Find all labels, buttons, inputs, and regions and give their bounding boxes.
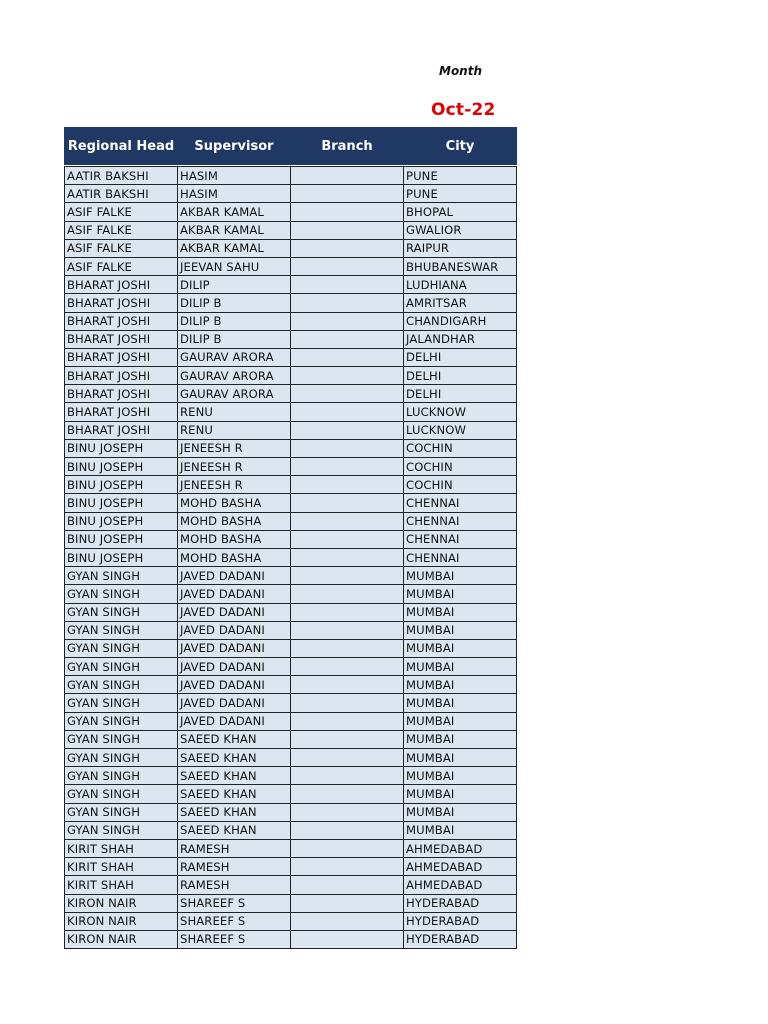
branch-cell[interactable] xyxy=(291,421,404,439)
branch-cell[interactable] xyxy=(291,621,404,639)
regional-head-cell[interactable]: BHARAT JOSHI xyxy=(65,312,178,330)
city-cell[interactable]: MUMBAI xyxy=(404,585,517,603)
supervisor-cell[interactable]: SAEED KHAN xyxy=(178,803,291,821)
city-cell[interactable]: DELHI xyxy=(404,348,517,366)
column-header-city[interactable]: City xyxy=(404,128,517,165)
branch-cell[interactable] xyxy=(291,876,404,894)
supervisor-cell[interactable]: SHAREEF S xyxy=(178,894,291,912)
supervisor-cell[interactable]: AKBAR KAMAL xyxy=(178,221,291,239)
supervisor-cell[interactable]: JAVED DADANI xyxy=(178,585,291,603)
table-row xyxy=(65,712,517,730)
table-body xyxy=(65,165,517,949)
branch-cell[interactable] xyxy=(291,712,404,730)
table-row xyxy=(65,403,517,421)
table-row xyxy=(65,876,517,894)
branch-cell[interactable] xyxy=(291,458,404,476)
regional-head-cell[interactable]: KIRIT SHAH xyxy=(65,839,178,857)
table-row xyxy=(65,476,517,494)
regional-head-cell[interactable]: BINU JOSEPH xyxy=(65,512,178,530)
supervisor-cell[interactable]: SHAREEF S xyxy=(178,930,291,948)
city-cell[interactable]: HYDERABAD xyxy=(404,894,517,912)
supervisor-cell[interactable]: MOHD BASHA xyxy=(178,494,291,512)
regional-head-cell[interactable]: GYAN SINGH xyxy=(65,803,178,821)
supervisor-cell[interactable]: RAMESH xyxy=(178,876,291,894)
supervisor-cell[interactable]: MOHD BASHA xyxy=(178,530,291,548)
branch-cell[interactable] xyxy=(291,494,404,512)
branch-cell[interactable] xyxy=(291,694,404,712)
regional-head-cell[interactable]: BINU JOSEPH xyxy=(65,530,178,548)
table-row xyxy=(65,585,517,603)
branch-cell[interactable] xyxy=(291,221,404,239)
city-cell[interactable]: RAIPUR xyxy=(404,239,517,257)
table-row xyxy=(65,439,517,457)
city-cell[interactable]: MUMBAI xyxy=(404,567,517,585)
table-row xyxy=(65,930,517,948)
city-cell[interactable]: BHUBANESWAR xyxy=(404,257,517,275)
branch-cell[interactable] xyxy=(291,294,404,312)
city-cell[interactable]: BHOPAL xyxy=(404,203,517,221)
table-row xyxy=(65,257,517,275)
branch-cell[interactable] xyxy=(291,530,404,548)
city-cell[interactable]: MUMBAI xyxy=(404,803,517,821)
table-row xyxy=(65,512,517,530)
table-row xyxy=(65,658,517,676)
table-row xyxy=(65,694,517,712)
regional-head-cell[interactable]: BHARAT JOSHI xyxy=(65,276,178,294)
table-row xyxy=(65,239,517,257)
city-cell[interactable]: CHENNAI xyxy=(404,548,517,566)
branch-cell[interactable] xyxy=(291,167,404,185)
regional-head-cell[interactable]: GYAN SINGH xyxy=(65,658,178,676)
supervisor-cell[interactable]: JENEESH R xyxy=(178,476,291,494)
regional-head-cell[interactable]: BINU JOSEPH xyxy=(65,439,178,457)
regional-head-cell[interactable]: KIRON NAIR xyxy=(65,912,178,930)
regional-head-cell[interactable]: GYAN SINGH xyxy=(65,621,178,639)
city-cell[interactable]: AHMEDABAD xyxy=(404,876,517,894)
regional-head-cell[interactable]: AATIR BAKSHI xyxy=(65,167,178,185)
city-cell[interactable]: LUCKNOW xyxy=(404,421,517,439)
branch-cell[interactable] xyxy=(291,312,404,330)
regional-head-cell[interactable]: GYAN SINGH xyxy=(65,585,178,603)
table-row xyxy=(65,185,517,203)
regional-head-cell[interactable]: BHARAT JOSHI xyxy=(65,367,178,385)
regional-head-cell[interactable]: BHARAT JOSHI xyxy=(65,294,178,312)
supervisor-cell[interactable]: SAEED KHAN xyxy=(178,767,291,785)
branch-cell[interactable] xyxy=(291,803,404,821)
table-row xyxy=(65,530,517,548)
branch-cell[interactable] xyxy=(291,730,404,748)
table-row xyxy=(65,821,517,839)
city-cell[interactable]: CHENNAI xyxy=(404,512,517,530)
branch-cell[interactable] xyxy=(291,676,404,694)
regional-head-cell[interactable]: BHARAT JOSHI xyxy=(65,348,178,366)
regional-head-cell[interactable]: ASIF FALKE xyxy=(65,257,178,275)
city-cell[interactable]: JALANDHAR xyxy=(404,330,517,348)
supervisor-cell[interactable]: JAVED DADANI xyxy=(178,567,291,585)
regional-head-cell[interactable]: BINU JOSEPH xyxy=(65,458,178,476)
city-cell[interactable]: DELHI xyxy=(404,367,517,385)
city-cell[interactable]: AHMEDABAD xyxy=(404,858,517,876)
city-cell[interactable]: MUMBAI xyxy=(404,749,517,767)
city-cell[interactable]: PUNE xyxy=(404,167,517,185)
supervisor-cell[interactable]: HASIM xyxy=(178,185,291,203)
table-row xyxy=(65,312,517,330)
regional-head-cell[interactable]: GYAN SINGH xyxy=(65,749,178,767)
city-cell[interactable]: CHANDIGARH xyxy=(404,312,517,330)
regional-head-cell[interactable]: GYAN SINGH xyxy=(65,639,178,657)
city-cell[interactable]: MUMBAI xyxy=(404,767,517,785)
column-header-supervisor[interactable]: Supervisor xyxy=(178,128,291,165)
month-value: Oct-22 xyxy=(431,100,496,120)
branch-cell[interactable] xyxy=(291,749,404,767)
supervisor-cell[interactable]: MOHD BASHA xyxy=(178,512,291,530)
city-cell[interactable]: HYDERABAD xyxy=(404,930,517,948)
table-row xyxy=(65,858,517,876)
column-header-regional-head[interactable]: Regional Head xyxy=(65,128,178,165)
table-row xyxy=(65,676,517,694)
branch-cell[interactable] xyxy=(291,821,404,839)
table-row xyxy=(65,548,517,566)
branch-cell[interactable] xyxy=(291,858,404,876)
supervisor-cell[interactable]: GAURAV ARORA xyxy=(178,385,291,403)
supervisor-cell[interactable]: RENU xyxy=(178,421,291,439)
city-cell[interactable]: DELHI xyxy=(404,385,517,403)
regional-head-cell[interactable]: AATIR BAKSHI xyxy=(65,185,178,203)
branch-cell[interactable] xyxy=(291,239,404,257)
city-cell[interactable]: CHENNAI xyxy=(404,530,517,548)
table-row xyxy=(65,767,517,785)
city-cell[interactable]: MUMBAI xyxy=(404,730,517,748)
table-row xyxy=(65,785,517,803)
city-cell[interactable]: PUNE xyxy=(404,185,517,203)
supervisor-cell[interactable]: JAVED DADANI xyxy=(178,603,291,621)
regional-head-cell[interactable]: BHARAT JOSHI xyxy=(65,421,178,439)
table-row xyxy=(65,639,517,657)
regional-head-cell[interactable]: GYAN SINGH xyxy=(65,821,178,839)
table-row xyxy=(65,367,517,385)
regional-head-cell[interactable]: BHARAT JOSHI xyxy=(65,330,178,348)
table-row xyxy=(65,621,517,639)
regional-head-cell[interactable]: GYAN SINGH xyxy=(65,694,178,712)
city-cell[interactable]: COCHIN xyxy=(404,439,517,457)
supervisor-cell[interactable]: GAURAV ARORA xyxy=(178,348,291,366)
branch-cell[interactable] xyxy=(291,476,404,494)
supervisor-cell[interactable]: JENEESH R xyxy=(178,439,291,457)
supervisor-cell[interactable]: DILIP xyxy=(178,276,291,294)
city-cell[interactable]: AMRITSAR xyxy=(404,294,517,312)
city-cell[interactable]: LUCKNOW xyxy=(404,403,517,421)
supervisor-cell[interactable]: AKBAR KAMAL xyxy=(178,239,291,257)
city-cell[interactable]: MUMBAI xyxy=(404,658,517,676)
supervisor-cell[interactable]: GAURAV ARORA xyxy=(178,367,291,385)
city-cell[interactable]: COCHIN xyxy=(404,476,517,494)
city-cell[interactable]: LUDHIANA xyxy=(404,276,517,294)
branch-cell[interactable] xyxy=(291,257,404,275)
branch-cell[interactable] xyxy=(291,767,404,785)
city-cell[interactable]: MUMBAI xyxy=(404,621,517,639)
branch-cell[interactable] xyxy=(291,658,404,676)
city-cell[interactable]: HYDERABAD xyxy=(404,912,517,930)
supervisor-cell[interactable]: JAVED DADANI xyxy=(178,658,291,676)
branch-cell[interactable] xyxy=(291,585,404,603)
table-row xyxy=(65,385,517,403)
supervisor-cell[interactable]: SAEED KHAN xyxy=(178,749,291,767)
branch-cell[interactable] xyxy=(291,894,404,912)
city-cell[interactable]: GWALIOR xyxy=(404,221,517,239)
city-cell[interactable]: MUMBAI xyxy=(404,676,517,694)
table-row xyxy=(65,803,517,821)
table-row xyxy=(65,276,517,294)
city-cell[interactable]: AHMEDABAD xyxy=(404,839,517,857)
regional-head-cell[interactable]: BHARAT JOSHI xyxy=(65,403,178,421)
regional-head-cell[interactable]: GYAN SINGH xyxy=(65,603,178,621)
branch-cell[interactable] xyxy=(291,185,404,203)
branch-cell[interactable] xyxy=(291,785,404,803)
regional-head-cell[interactable]: GYAN SINGH xyxy=(65,712,178,730)
header-row xyxy=(65,128,517,165)
supervisor-cell[interactable]: SAEED KHAN xyxy=(178,821,291,839)
branch-cell[interactable] xyxy=(291,203,404,221)
month-label: Month xyxy=(439,64,483,78)
regional-head-cell[interactable]: KIRIT SHAH xyxy=(65,858,178,876)
branch-cell[interactable] xyxy=(291,839,404,857)
branch-cell[interactable] xyxy=(291,403,404,421)
branch-cell[interactable] xyxy=(291,512,404,530)
supervisor-cell[interactable]: JAVED DADANI xyxy=(178,676,291,694)
branch-cell[interactable] xyxy=(291,548,404,566)
branch-cell[interactable] xyxy=(291,348,404,366)
city-cell[interactable]: MUMBAI xyxy=(404,712,517,730)
branch-cell[interactable] xyxy=(291,330,404,348)
supervisor-cell[interactable]: SAEED KHAN xyxy=(178,730,291,748)
table-row xyxy=(65,839,517,857)
city-cell[interactable]: COCHIN xyxy=(404,458,517,476)
table-row xyxy=(65,221,517,239)
regional-head-cell[interactable]: BHARAT JOSHI xyxy=(65,385,178,403)
supervisor-cell[interactable]: RENU xyxy=(178,403,291,421)
column-header-branch[interactable]: Branch xyxy=(291,128,404,165)
table-row xyxy=(65,203,517,221)
branch-cell[interactable] xyxy=(291,367,404,385)
regional-head-cell[interactable]: GYAN SINGH xyxy=(65,730,178,748)
supervisor-cell[interactable]: DILIP B xyxy=(178,294,291,312)
regional-head-cell[interactable]: KIRON NAIR xyxy=(65,894,178,912)
supervisor-cell[interactable]: JEEVAN SAHU xyxy=(178,257,291,275)
supervisor-cell[interactable]: MOHD BASHA xyxy=(178,548,291,566)
table-row xyxy=(65,458,517,476)
table-row xyxy=(65,348,517,366)
supervisor-cell[interactable]: JAVED DADANI xyxy=(178,639,291,657)
regional-head-cell[interactable]: ASIF FALKE xyxy=(65,221,178,239)
supervisor-cell[interactable]: SAEED KHAN xyxy=(178,785,291,803)
branch-cell[interactable] xyxy=(291,276,404,294)
table-row xyxy=(65,167,517,185)
table-row xyxy=(65,730,517,748)
regional-head-cell[interactable]: BINU JOSEPH xyxy=(65,476,178,494)
supervisor-cell[interactable]: JAVED DADANI xyxy=(178,694,291,712)
supervisor-cell[interactable]: RAMESH xyxy=(178,858,291,876)
regional-head-cell[interactable]: KIRIT SHAH xyxy=(65,876,178,894)
branch-cell[interactable] xyxy=(291,912,404,930)
supervisor-cell[interactable]: RAMESH xyxy=(178,839,291,857)
table-row xyxy=(65,294,517,312)
supervisor-cell[interactable]: DILIP B xyxy=(178,330,291,348)
table-row xyxy=(65,894,517,912)
table-row xyxy=(65,912,517,930)
regional-head-cell[interactable]: ASIF FALKE xyxy=(65,239,178,257)
data-table xyxy=(64,127,517,949)
supervisor-cell[interactable]: HASIM xyxy=(178,167,291,185)
supervisor-cell[interactable]: AKBAR KAMAL xyxy=(178,203,291,221)
supervisor-cell[interactable]: SHAREEF S xyxy=(178,912,291,930)
branch-cell[interactable] xyxy=(291,385,404,403)
table-row xyxy=(65,603,517,621)
branch-cell[interactable] xyxy=(291,603,404,621)
supervisor-cell[interactable]: DILIP B xyxy=(178,312,291,330)
table-row xyxy=(65,421,517,439)
regional-head-cell[interactable]: KIRON NAIR xyxy=(65,930,178,948)
regional-head-cell[interactable]: GYAN SINGH xyxy=(65,567,178,585)
table-row xyxy=(65,330,517,348)
city-cell[interactable]: MUMBAI xyxy=(404,694,517,712)
table-row xyxy=(65,749,517,767)
city-cell[interactable]: MUMBAI xyxy=(404,785,517,803)
table-row xyxy=(65,494,517,512)
regional-head-cell[interactable]: GYAN SINGH xyxy=(65,676,178,694)
supervisor-cell[interactable]: JAVED DADANI xyxy=(178,621,291,639)
city-cell[interactable]: MUMBAI xyxy=(404,603,517,621)
supervisor-cell[interactable]: JENEESH R xyxy=(178,458,291,476)
branch-cell[interactable] xyxy=(291,930,404,948)
regional-head-cell[interactable]: ASIF FALKE xyxy=(65,203,178,221)
regional-head-cell[interactable]: GYAN SINGH xyxy=(65,767,178,785)
regional-head-cell[interactable]: GYAN SINGH xyxy=(65,785,178,803)
city-cell[interactable]: MUMBAI xyxy=(404,639,517,657)
regional-head-cell[interactable]: BINU JOSEPH xyxy=(65,548,178,566)
city-cell[interactable]: MUMBAI xyxy=(404,821,517,839)
supervisor-cell[interactable]: JAVED DADANI xyxy=(178,712,291,730)
branch-cell[interactable] xyxy=(291,439,404,457)
table-row xyxy=(65,567,517,585)
regional-head-cell[interactable]: BINU JOSEPH xyxy=(65,494,178,512)
branch-cell[interactable] xyxy=(291,639,404,657)
branch-cell[interactable] xyxy=(291,567,404,585)
city-cell[interactable]: CHENNAI xyxy=(404,494,517,512)
